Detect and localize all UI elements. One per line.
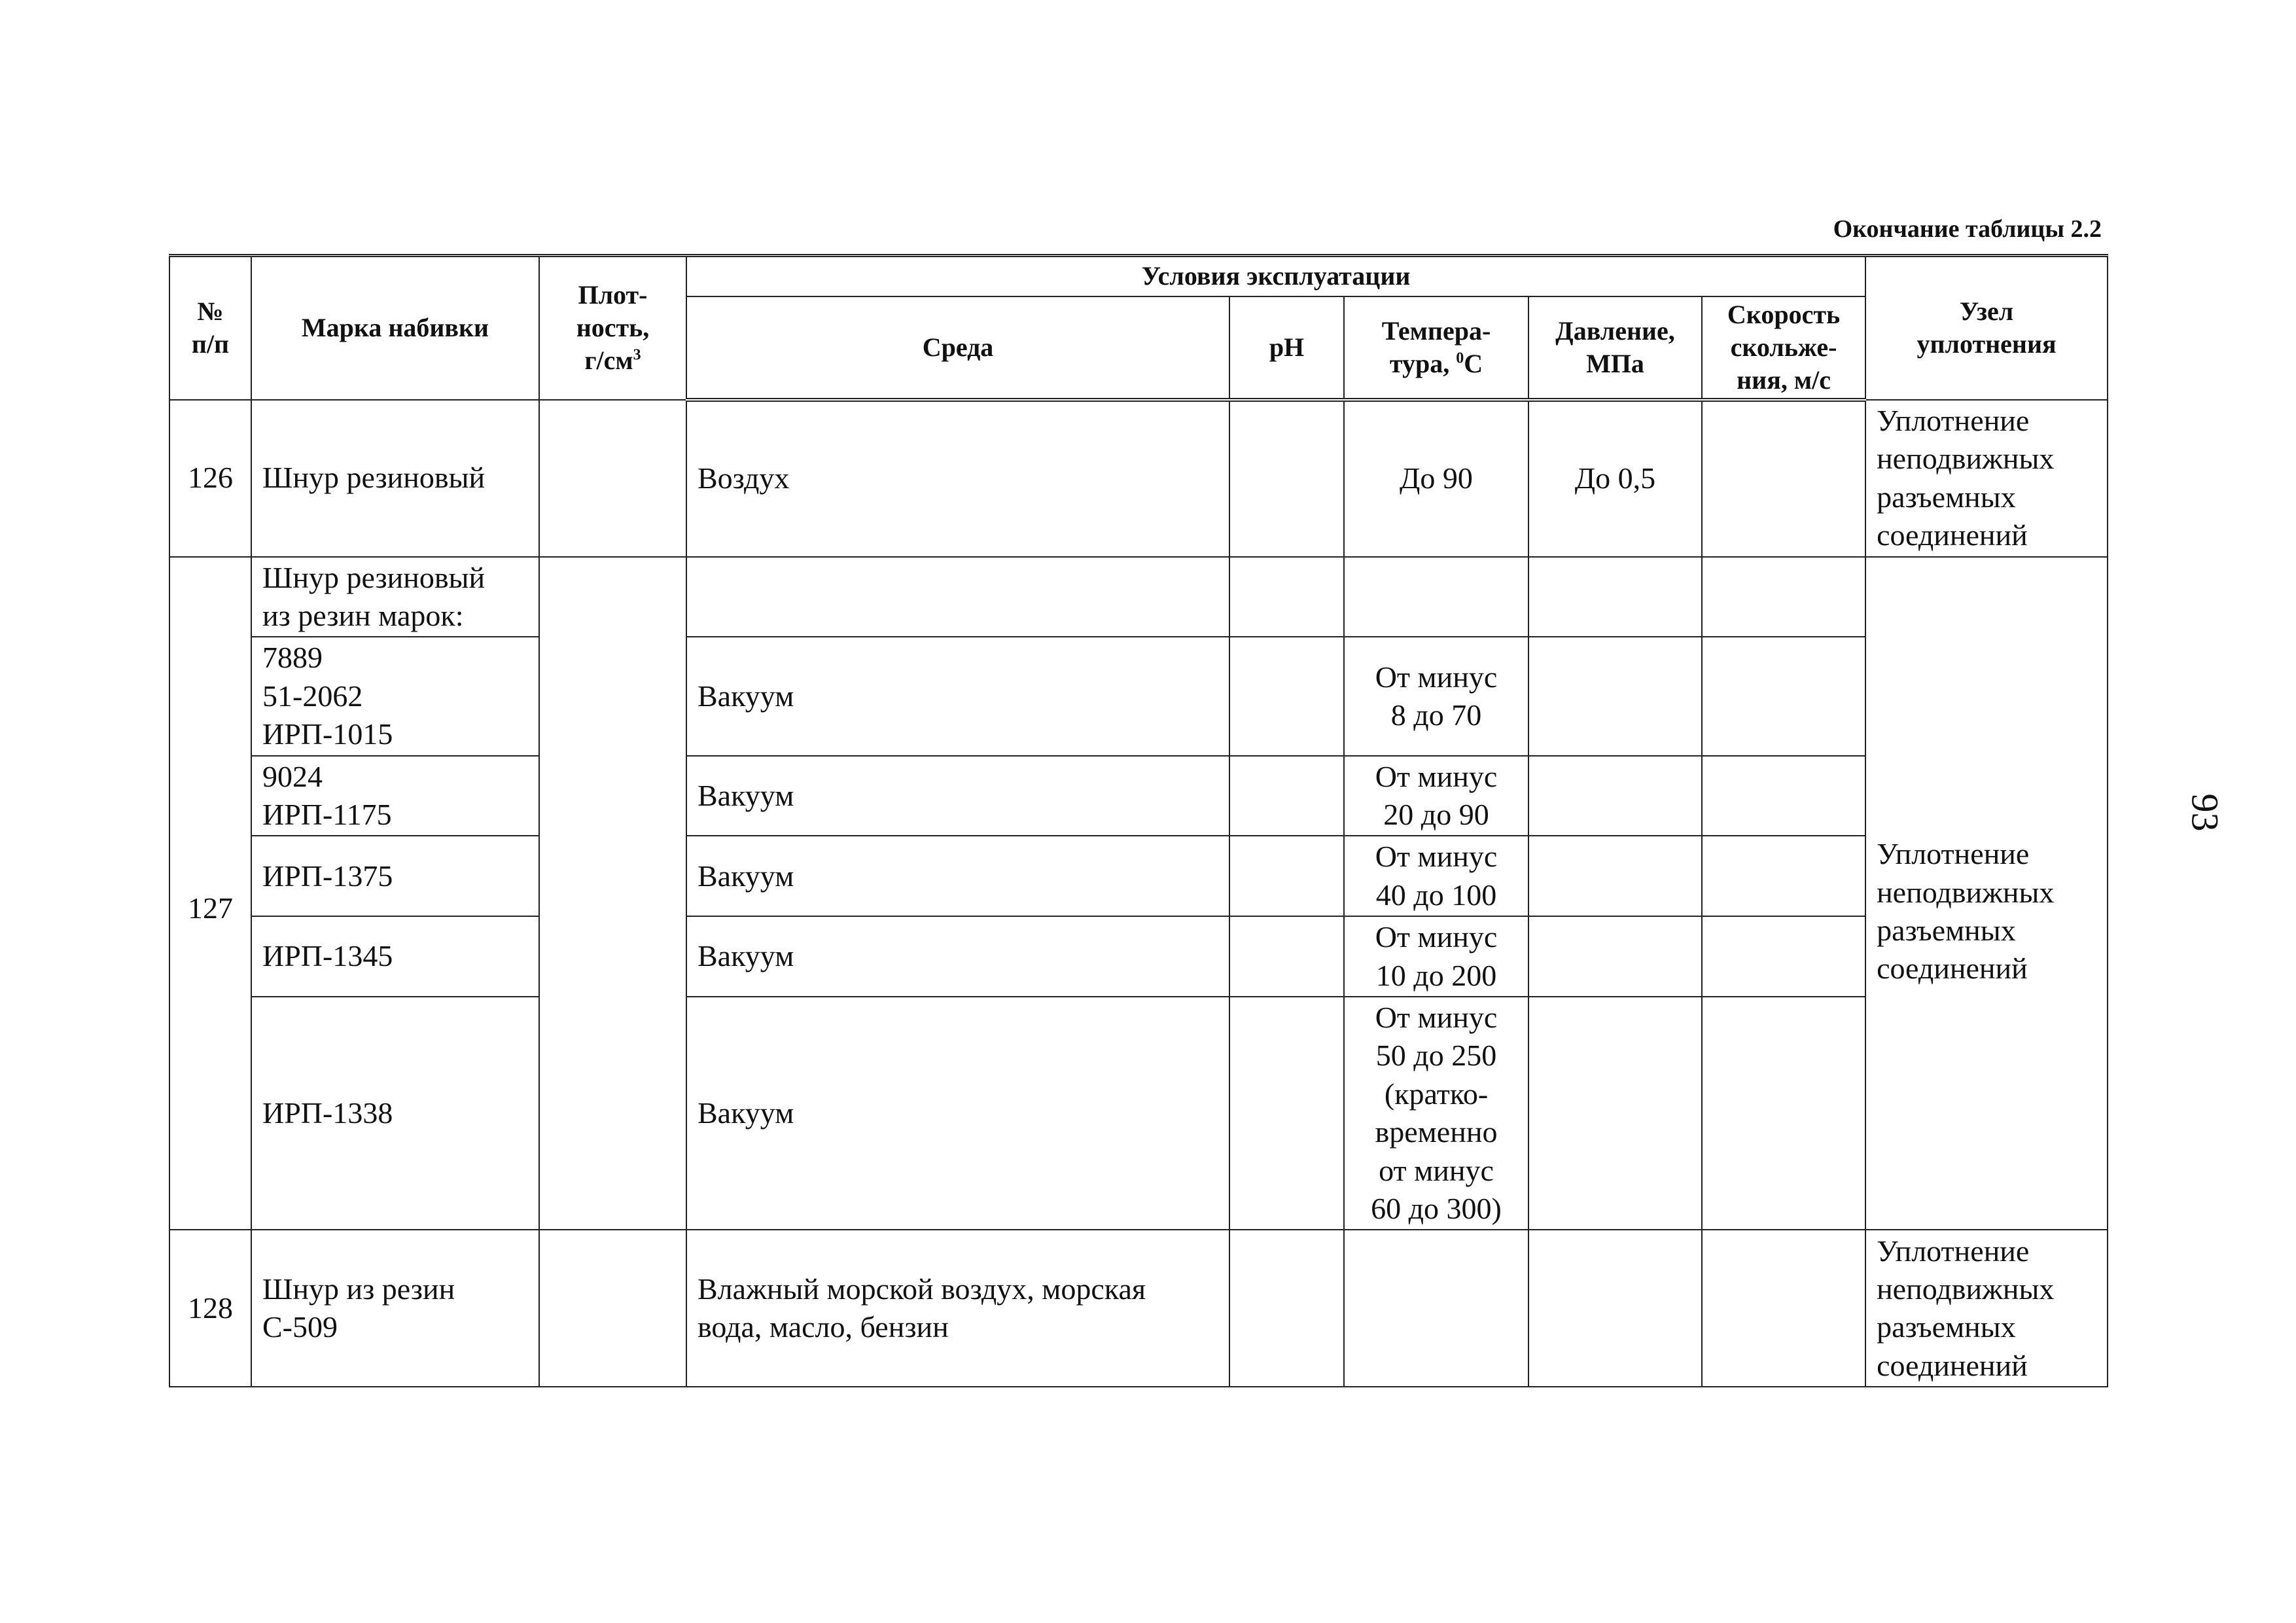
subrow-medium: Вакуум [686,637,1229,755]
row-ph [1229,1230,1344,1387]
row-density [539,400,686,557]
page-number: 93 [2183,793,2227,832]
row-num: 127 [169,557,251,1230]
subrow-brand: ИРП-1375 [251,836,539,916]
row-num: 128 [169,1230,251,1387]
row-temperature [1344,557,1528,637]
table-row [169,400,2108,557]
row-medium [686,557,1229,637]
subrow-pressure [1528,916,1702,997]
subrow-medium: Вакуум [686,997,1229,1230]
header-speed: Скорость скольже- ния, м/с [1702,296,1865,400]
subrow-medium: Вакуум [686,836,1229,916]
subrow-ph [1229,916,1344,997]
subrow-brand: 7889 51-2062 ИРП-1015 [251,637,539,755]
header-conditions: Условия эксплуатации [686,256,1865,296]
subrow-brand: ИРП-1345 [251,916,539,997]
row-medium: Воздух [686,400,1229,557]
subrow-speed [1702,836,1865,916]
header-temperature [1344,296,1528,400]
row-medium: Влажный морской воздух, морская вода, масло, бензин [686,1230,1229,1387]
table-subrow [169,916,2108,997]
subrow-brand: 9024 ИРП-1175 [251,756,539,836]
row-temperature: До 90 [1344,400,1528,557]
header-num: № п/п [169,256,251,400]
subrow-ph [1229,756,1344,836]
table-subrow [169,756,2108,836]
row-speed [1702,400,1865,557]
subrow-temperature: От минус 8 до 70 [1344,637,1528,755]
subrow-speed [1702,756,1865,836]
header-node: Узел уплотнения [1865,256,2108,400]
subrow-brand: ИРП-1338 [251,997,539,1230]
subrow-ph [1229,836,1344,916]
row-density [539,1230,686,1387]
subrow-pressure [1528,836,1702,916]
table-caption: Окончание таблицы 2.2 [1833,215,2102,243]
row-ph [1229,400,1344,557]
table-subrow [169,997,2108,1230]
row-pressure [1528,557,1702,637]
header-temperature-sup: 0 [1456,349,1464,367]
row-pressure [1528,1230,1702,1387]
row-node: Уплотнение неподвижных разъемных соединений [1865,400,2108,557]
header-density [539,256,686,400]
packing-table [169,254,2108,1387]
subrow-ph [1229,637,1344,755]
row-density [539,557,686,1230]
header-medium: Среда [686,296,1229,400]
subrow-pressure [1528,756,1702,836]
subrow-pressure [1528,637,1702,755]
header-density-sup: 3 [633,346,641,364]
subrow-speed [1702,916,1865,997]
subrow-medium: Вакуум [686,916,1229,997]
row-pressure: До 0,5 [1528,400,1702,557]
subrow-temperature: От минус 10 до 200 [1344,916,1528,997]
header-density-text: Плот- ность, г/см [576,280,650,376]
subrow-temperature: От минус 20 до 90 [1344,756,1528,836]
header-pressure: Давление, МПа [1528,296,1702,400]
table-subrow [169,637,2108,755]
header-ph: pH [1229,296,1344,400]
row-brand: Шнур резиновый из резин марок: [251,557,539,637]
row-brand: Шнур резиновый [251,400,539,557]
subrow-ph [1229,997,1344,1230]
header-brand: Марка набивки [251,256,539,400]
header-temperature-unit: С [1464,348,1483,378]
header-temperature-text: Темпера- тура, [1381,315,1491,378]
table-subrow [169,836,2108,916]
subrow-medium: Вакуум [686,756,1229,836]
row-node: Уплотнение неподвижных разъемных соединений [1865,557,2108,1230]
table-row [169,1230,2108,1387]
row-num: 126 [169,400,251,557]
table-row [169,557,2108,637]
subrow-speed [1702,637,1865,755]
subrow-pressure [1528,997,1702,1230]
row-node: Уплотнение неподвижных разъемных соединений [1865,1230,2108,1387]
row-brand: Шнур из резин С-509 [251,1230,539,1387]
subrow-temperature: От минус 50 до 250 (кратко- временно от минус 60 до 300) [1344,997,1528,1230]
row-ph [1229,557,1344,637]
row-speed [1702,1230,1865,1387]
subrow-temperature: От минус 40 до 100 [1344,836,1528,916]
row-temperature [1344,1230,1528,1387]
row-speed [1702,557,1865,637]
subrow-speed [1702,997,1865,1230]
